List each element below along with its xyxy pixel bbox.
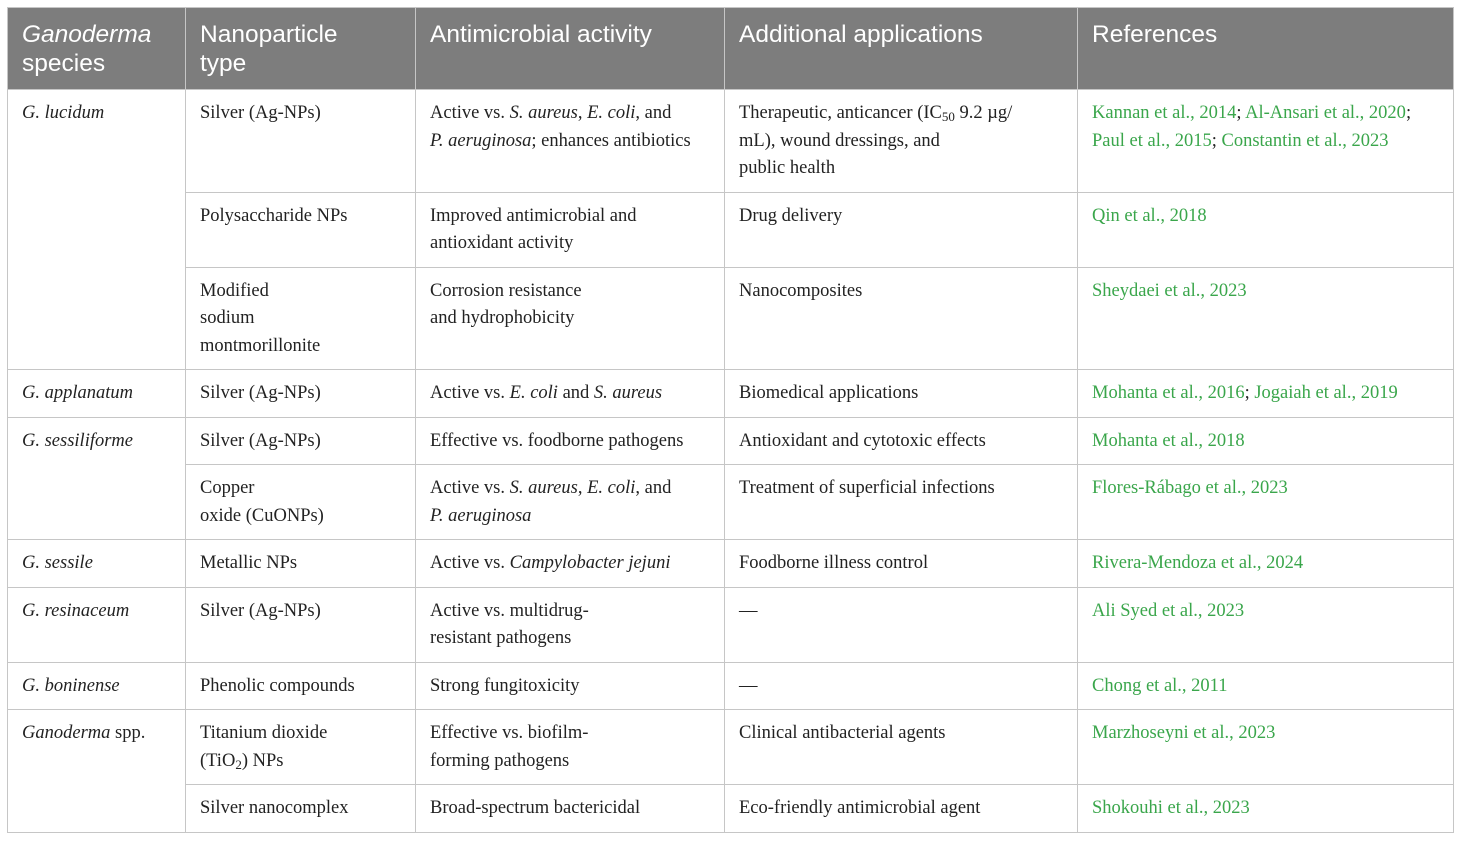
species-cell: G. sessile — [8, 540, 186, 588]
activity-cell: Effective vs. foodborne pathogens — [416, 417, 725, 465]
reference-link[interactable]: Chong et al., 2011 — [1092, 675, 1228, 696]
activity-cell: Active vs. multidrug- resistant pathogens — [416, 587, 725, 662]
header-nanoparticle-type: Nanoparticle type — [186, 8, 416, 90]
type-cell: Metallic NPs — [186, 540, 416, 588]
references-cell — [1078, 267, 1454, 370]
type-cell: Phenolic compounds — [186, 662, 416, 710]
header-antimicrobial-activity: Antimicrobial activity — [416, 8, 725, 90]
type-cell: Copper oxide (CuONPs) — [186, 465, 416, 540]
reference-link[interactable]: Al-Ansari et al., 2020 — [1245, 103, 1406, 123]
table-header — [8, 8, 1454, 90]
species-cell: G. sessiliforme — [8, 417, 186, 540]
species-cell: G. applanatum — [8, 370, 186, 418]
table-row — [8, 370, 1454, 418]
table-body — [8, 90, 1454, 833]
type-cell: Polysaccharide NPs — [186, 192, 416, 267]
table-row — [8, 417, 1454, 465]
reference-link[interactable]: Constantin et al., 2023 — [1221, 130, 1389, 151]
references-cell — [1078, 587, 1454, 662]
header-additional-applications: Additional applications — [725, 8, 1078, 90]
reference-link[interactable]: Sheydaei et al., 2023 — [1092, 280, 1247, 301]
reference-link[interactable]: Ali Syed et al., 2023 — [1092, 600, 1245, 621]
header-species: Ganoderma species — [8, 8, 186, 90]
reference-link[interactable]: Paul et al., 2015 — [1092, 130, 1212, 151]
applications-cell: Eco-friendly antimicrobial agent — [725, 785, 1078, 833]
activity-cell: Effective vs. biofilm- forming pathogens — [416, 710, 725, 785]
type-cell: Silver (Ag-NPs) — [186, 417, 416, 465]
references-cell — [1078, 662, 1454, 710]
activity-cell: Active vs. Campylobacter jejuni — [416, 540, 725, 588]
references-cell: Mohanta et al., 2016; Jogaiah et al., 2019 — [1078, 370, 1454, 418]
references-cell — [1078, 785, 1454, 833]
header-references: References — [1078, 8, 1454, 90]
type-cell: Titanium dioxide (TiO$_2$) NPs — [186, 710, 416, 785]
table-row — [8, 710, 1454, 785]
reference-link[interactable]: Jogaiah et al., 2019 — [1254, 383, 1398, 403]
species-cell: G. resinaceum — [8, 587, 186, 662]
applications-cell: — — [725, 662, 1078, 710]
applications-cell: Drug delivery — [725, 192, 1078, 267]
applications-cell: Therapeutic, anticancer ($IC_{50}$ 9.2 µg/ mL), wound dressings, and public health — [725, 90, 1078, 193]
references-cell — [1078, 710, 1454, 785]
references-cell — [1078, 465, 1454, 540]
reference-link[interactable]: Marzhoseyni et al., 2023 — [1092, 723, 1276, 743]
reference-link[interactable]: Mohanta et al., 2018 — [1092, 430, 1245, 451]
type-cell: Modified sodium montmorillonite — [186, 267, 416, 370]
activity-cell: Corrosion resistance and hydrophobicity — [416, 267, 725, 370]
activity-cell: Active vs. S. aureus, E. coli, and P. aeruginosa — [416, 465, 725, 540]
reference-link[interactable]: Rivera-Mendoza et al., 2024 — [1092, 553, 1304, 573]
activity-cell: Active vs. E. coli and S. aureus — [416, 370, 725, 418]
activity-cell: Improved antimicrobial and antioxidant activity — [416, 192, 725, 267]
reference-link[interactable]: Qin et al., 2018 — [1092, 205, 1207, 226]
references-cell — [1078, 540, 1454, 588]
table-row — [8, 90, 1454, 193]
reference-link[interactable]: Mohanta et al., 2016 — [1092, 383, 1245, 403]
applications-cell: Antioxidant and cytotoxic effects — [725, 417, 1078, 465]
activity-cell: Broad-spectrum bactericidal — [416, 785, 725, 833]
activity-cell: Strong fungitoxicity — [416, 662, 725, 710]
references-cell — [1078, 417, 1454, 465]
references-cell: Kannan et al., 2014; Al-Ansari et al., 2020; Paul et al., 2015; Constantin et al., 2023 — [1078, 90, 1454, 193]
header-row — [8, 8, 1454, 90]
reference-link[interactable]: Kannan et al., 2014 — [1092, 103, 1237, 123]
species-cell: G. lucidum — [8, 90, 186, 370]
reference-link[interactable]: Shokouhi et al., 2023 — [1092, 798, 1250, 818]
table-row — [8, 587, 1454, 662]
species-cell: G. boninense — [8, 662, 186, 710]
table-row — [8, 662, 1454, 710]
species-cell: Ganoderma spp. — [8, 710, 186, 833]
type-cell: Silver nanocomplex — [186, 785, 416, 833]
type-cell: Silver (Ag-NPs) — [186, 370, 416, 418]
table-row — [8, 192, 1454, 267]
references-cell — [1078, 192, 1454, 267]
applications-cell: Biomedical applications — [725, 370, 1078, 418]
applications-cell: Nanocomposites — [725, 267, 1078, 370]
applications-cell: Foodborne illness control — [725, 540, 1078, 588]
table-row — [8, 465, 1454, 540]
type-cell: Silver (Ag-NPs) — [186, 90, 416, 193]
reference-link[interactable]: Flores-Rábago et al., 2023 — [1092, 478, 1288, 498]
table-row — [8, 267, 1454, 370]
activity-cell: Active vs. S. aureus, E. coli, and P. aeruginosa; enhances antibiotics — [416, 90, 725, 193]
table-row — [8, 540, 1454, 588]
type-cell: Silver (Ag-NPs) — [186, 587, 416, 662]
table-row — [8, 785, 1454, 833]
applications-cell: Clinical antibacterial agents — [725, 710, 1078, 785]
applications-cell: — — [725, 587, 1078, 662]
nanoparticle-table — [7, 7, 1454, 833]
applications-cell: Treatment of superficial infections — [725, 465, 1078, 540]
